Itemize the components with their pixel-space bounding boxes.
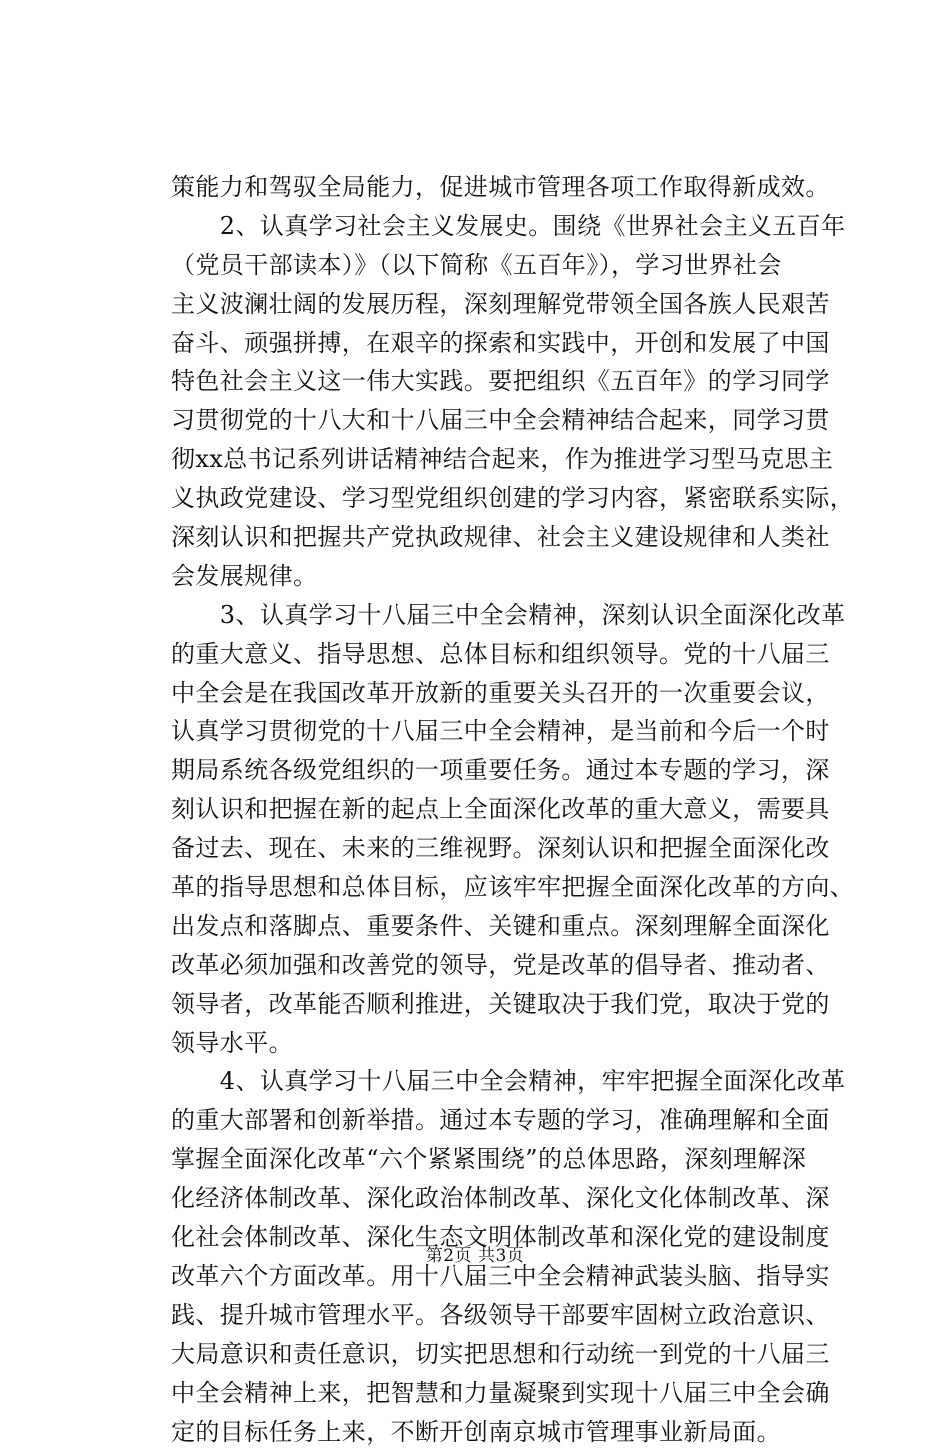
body-text-line: 践、提升城市管理水平。各级领导干部要牢固树立政治意识、: [171, 1296, 791, 1335]
body-text-line: 刻认识和把握在新的起点上全面深化改革的重大意义，需要具: [171, 790, 791, 829]
body-text-line: 习贯彻党的十八大和十八届三中全会精神结合起来，同学习贯: [171, 401, 791, 440]
body-text-line: （党员干部读本）》（以下简称《五百年》），学习世界社会: [171, 246, 791, 285]
body-text-line: 化经济体制改革、深化政治体制改革、深化文化体制改革、深: [171, 1179, 791, 1218]
body-text-line: 中全会是在我国改革开放新的重要关头召开的一次重要会议，: [171, 674, 791, 713]
body-text-line: 会发展规律。: [171, 557, 791, 596]
page-footer: 第2页 共3页: [0, 1244, 950, 1268]
body-text-line: 2、认真学习社会主义发展史。围绕《世界社会主义五百年: [171, 207, 791, 246]
body-text-line: 特色社会主义这一伟大实践。要把组织《五百年》的学习同学: [171, 362, 791, 401]
body-text-line: 主义波澜壮阔的发展历程，深刻理解党带领全国各族人民艰苦: [171, 285, 791, 324]
body-text-line: 义执政党建设、学习型党组织创建的学习内容，紧密联系实际，: [171, 479, 791, 518]
body-text-line: 改革必须加强和改善党的领导，党是改革的倡导者、推动者、: [171, 946, 791, 985]
body-text-line: 大局意识和责任意识，切实把思想和行动统一到党的十八届三: [171, 1335, 791, 1374]
body-text-line: 策能力和驾驭全局能力，促进城市管理各项工作取得新成效。: [171, 168, 791, 207]
body-text-line: 期局系统各级党组织的一项重要任务。通过本专题的学习，深: [171, 751, 791, 790]
body-text-line: 深刻认识和把握共产党执政规律、社会主义建设规律和人类社: [171, 518, 791, 557]
body-text-line: 化社会体制改革、深化生态文明体制改革和深化党的建设制度: [171, 1218, 791, 1257]
body-text-line: 领导者，改革能否顺利推进，关键取决于我们党，取决于党的: [171, 985, 791, 1024]
body-text-line: 中全会精神上来，把智慧和力量凝聚到实现十八届三中全会确: [171, 1374, 791, 1413]
body-text-line: 领导水平。: [171, 1024, 791, 1063]
body-text-line: 出发点和落脚点、重要条件、关键和重点。深刻理解全面深化: [171, 907, 791, 946]
body-text-line: 的重大意义、指导思想、总体目标和组织领导。党的十八届三: [171, 635, 791, 674]
body-text-line: 认真学习贯彻党的十八届三中全会精神，是当前和今后一个时: [171, 712, 791, 751]
body-text-line: 改革六个方面改革。用十八届三中全会精神武装头脑、指导实: [171, 1257, 791, 1296]
body-text-line: 掌握全面深化改革“六个紧紧围绕”的总体思路，深刻理解深: [171, 1140, 791, 1179]
body-text-line: 定的目标任务上来，不断开创南京城市管理事业新局面。: [171, 1413, 791, 1451]
body-text-line: 3、认真学习十八届三中全会精神，深刻认识全面深化改革: [171, 596, 791, 635]
body-text-line: 的重大部署和创新举措。通过本专题的学习，准确理解和全面: [171, 1101, 791, 1140]
body-text-line: 彻xx总书记系列讲话精神结合起来，作为推进学习型马克思主: [171, 440, 791, 479]
body-text-line: 4、认真学习十八届三中全会精神，牢牢把握全面深化改革: [171, 1062, 791, 1101]
body-text-line: 革的指导思想和总体目标，应该牢牢把握全面深化改革的方向、: [171, 868, 791, 907]
body-text-line: 备过去、现在、未来的三维视野。深刻认识和把握全面深化改: [171, 829, 791, 868]
body-text-line: 奋斗、顽强拼搏，在艰辛的探索和实践中，开创和发展了中国: [171, 324, 791, 363]
